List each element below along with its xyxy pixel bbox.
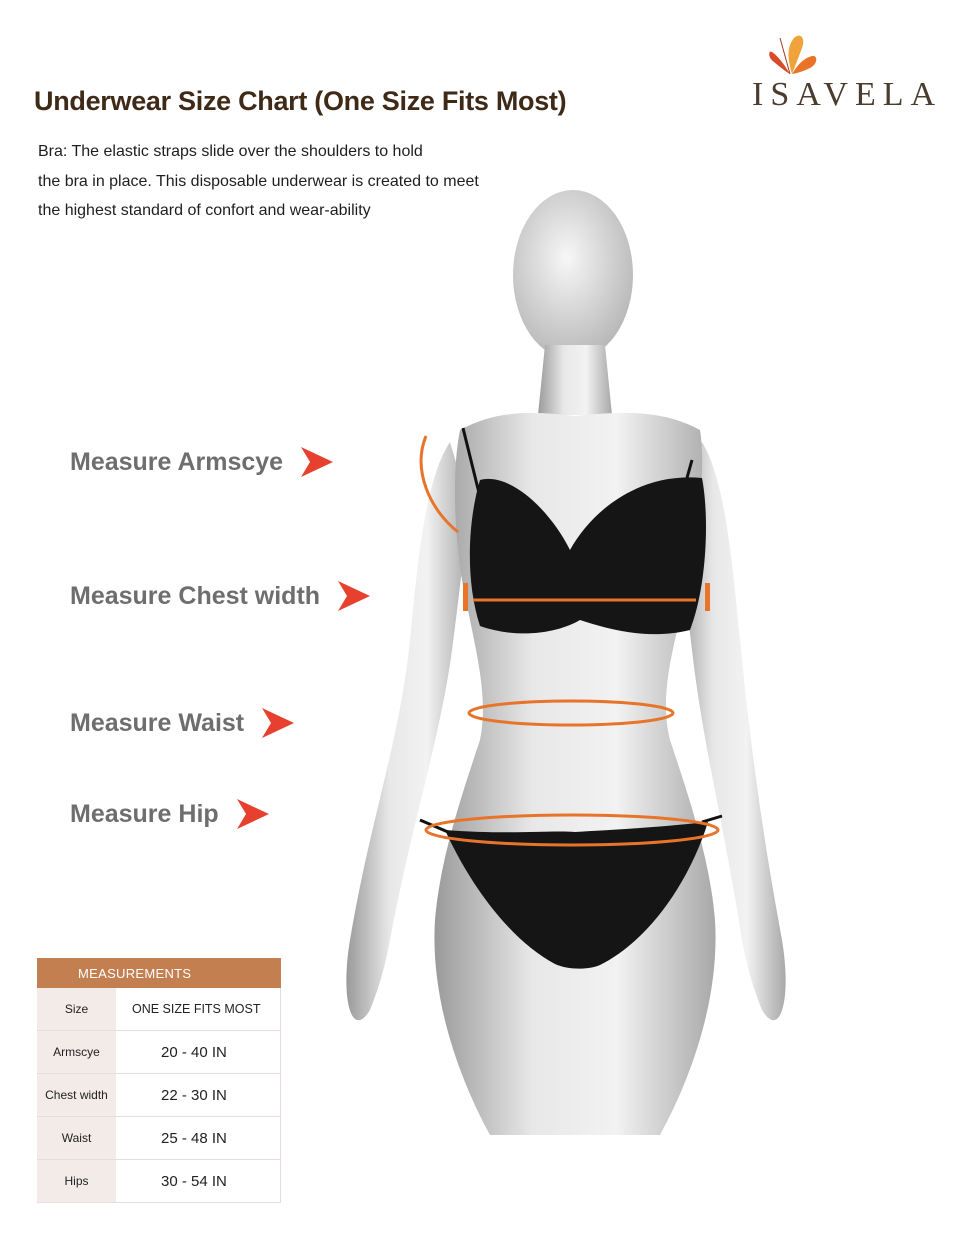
- label-chest-text: Measure Chest width: [70, 581, 321, 610]
- table-row: [37, 1160, 281, 1203]
- arrow-icon: [262, 707, 294, 739]
- arrow-icon: [338, 580, 370, 612]
- chest-mark-left: [463, 583, 468, 611]
- measurements-table: [37, 958, 281, 1203]
- mannequin-head: [513, 190, 633, 360]
- label-armscye: [70, 446, 333, 478]
- table-cell-label: Hips: [37, 1160, 116, 1202]
- table-cell-value: 25 - 48 IN: [116, 1117, 281, 1159]
- table-title: MEASUREMENTS: [37, 958, 281, 988]
- table-header-size: Size: [37, 988, 116, 1030]
- mannequin-neck: [538, 345, 612, 415]
- table-row: [37, 1074, 281, 1117]
- brand-name: ISAVELA: [752, 76, 943, 113]
- description-line: the highest standard of confort and wear-ability: [38, 202, 371, 219]
- table-cell-value: 30 - 54 IN: [116, 1160, 281, 1202]
- arrow-icon: [301, 446, 333, 478]
- arrow-icon: [237, 798, 269, 830]
- table-cell-value: 22 - 30 IN: [116, 1074, 281, 1116]
- table-cell-label: Waist: [37, 1117, 116, 1159]
- label-armscye-text: Measure Armscye: [70, 447, 284, 476]
- butterfly-icon: [760, 30, 820, 80]
- table-cell-value: 20 - 40 IN: [116, 1031, 281, 1073]
- label-hip-text: Measure Hip: [70, 799, 219, 828]
- table-cell-label: Armscye: [37, 1031, 116, 1073]
- description-line: Bra: The elastic straps slide over the shoulders to hold: [38, 143, 423, 160]
- label-waist: [70, 707, 294, 739]
- label-chest: [70, 580, 370, 612]
- table-row: [37, 1031, 281, 1074]
- page-title: Underwear Size Chart (One Size Fits Most): [34, 86, 567, 116]
- brand-logo: [740, 30, 943, 115]
- description-line: the bra in place. This disposable underwear is created to meet: [38, 172, 479, 190]
- label-hip: [70, 798, 269, 830]
- chest-mark-right: [705, 583, 710, 611]
- table-header-value: ONE SIZE FITS MOST: [116, 988, 281, 1030]
- table-row: [37, 1117, 281, 1160]
- mannequin-figure: [330, 180, 810, 1140]
- label-waist-text: Measure Waist: [70, 708, 245, 737]
- table-header-row: [37, 988, 281, 1031]
- table-cell-label: Chest width: [37, 1074, 116, 1116]
